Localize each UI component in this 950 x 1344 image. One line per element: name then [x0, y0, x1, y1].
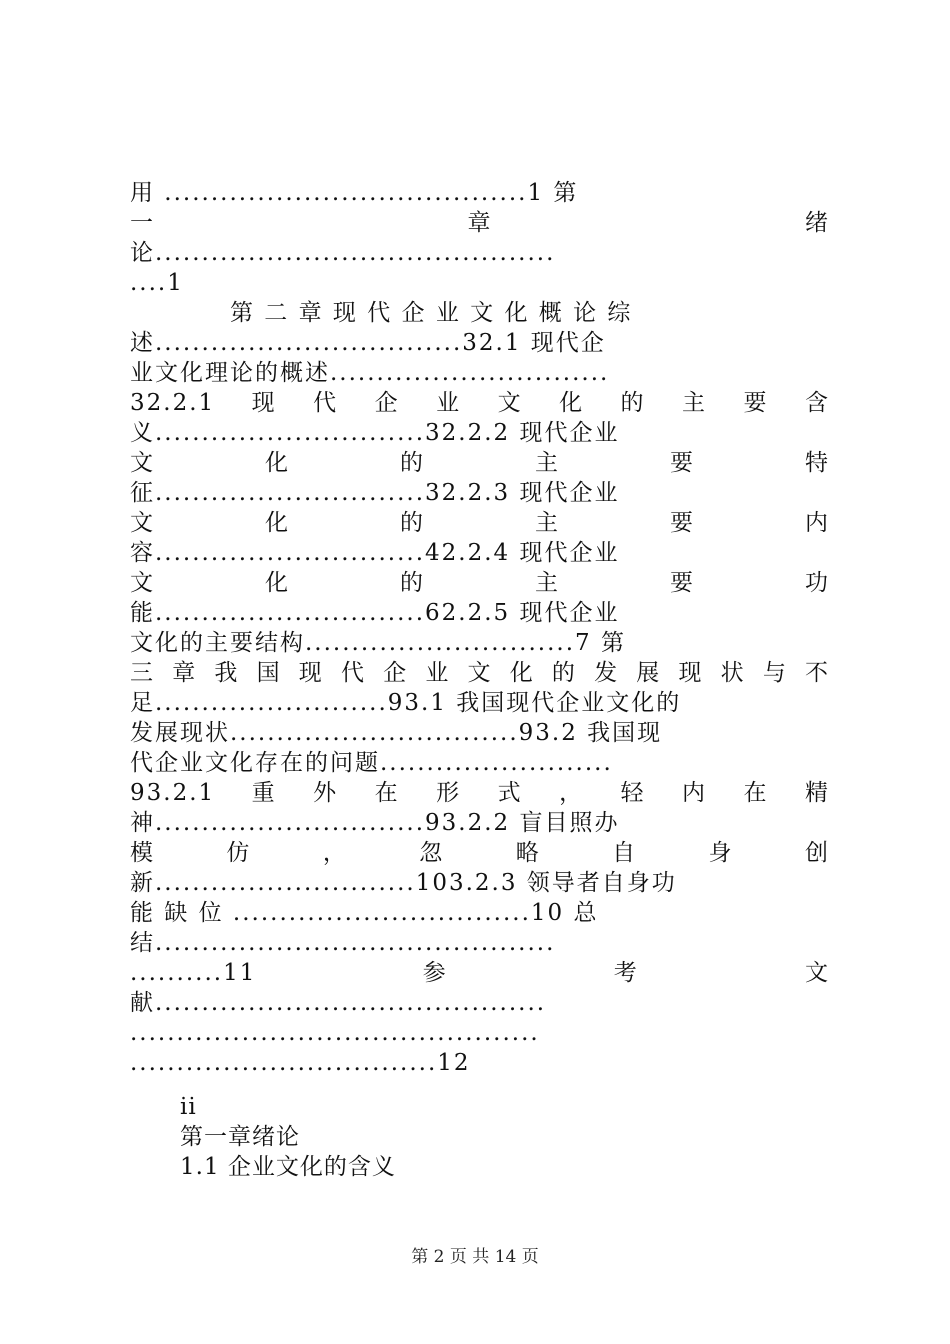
toc-line: 用 .......................................1 第 — [130, 180, 579, 206]
toc-line-segment: 内 — [805, 510, 830, 536]
toc-line: ....1 — [130, 270, 184, 296]
toc-line-segment: 忽 — [419, 840, 445, 866]
toc-line-segment: ， — [559, 780, 585, 806]
toc-line-segment: 特 — [805, 450, 830, 476]
toc-line-segment: 我 — [214, 660, 240, 686]
toc-line: 义.............................32.2.2 现代企业 — [130, 420, 620, 446]
toc-line: 发展现状...............................93.2 我国现 — [130, 720, 663, 746]
toc-line — [130, 778, 830, 808]
toc-line-segment: 内 — [682, 780, 708, 806]
toc-line-segment: 形 — [436, 780, 462, 806]
roman-page-number: ii — [180, 1094, 197, 1120]
toc-line-segment: 章 — [172, 660, 198, 686]
toc-line-segment: 发 — [594, 660, 620, 686]
toc-line-segment: 现 — [678, 660, 704, 686]
toc-line-segment: 重 — [251, 780, 277, 806]
toc-line: 征.............................32.2.3 现代企业 — [130, 480, 620, 506]
toc-line — [130, 508, 830, 538]
toc-line-segment: 不 — [805, 660, 830, 686]
toc-line-segment: 章 — [467, 210, 493, 236]
chapter-heading: 第一章绪论 — [180, 1124, 300, 1150]
toc-line-segment: 主 — [682, 390, 708, 416]
toc-line — [130, 388, 830, 418]
toc-line-segment: 模 — [130, 840, 155, 866]
toc-line-segment: ， — [322, 840, 348, 866]
toc-line-segment: 身 — [708, 840, 734, 866]
toc-line-segment: 三 — [130, 660, 155, 686]
toc-line-segment: 企 — [374, 390, 400, 416]
toc-line-segment: 企 — [383, 660, 409, 686]
toc-line-segment: 要 — [743, 390, 769, 416]
toc-line: 容.............................42.2.4 现代企业 — [130, 540, 620, 566]
toc-line-segment: 现 — [251, 390, 277, 416]
toc-line-segment: ..........11 — [130, 960, 257, 986]
toc-line-segment: 状 — [720, 660, 746, 686]
toc-line-segment: 文 — [130, 450, 155, 476]
section-heading: 1.1 企业文化的含义 — [180, 1154, 396, 1180]
toc-line: 献.......................................... — [130, 990, 547, 1016]
toc-line-segment: 要 — [670, 450, 695, 476]
toc-line-segment: 精 — [805, 780, 830, 806]
toc-line: 第 二 章 现 代 企 业 文 化 概 论 综 — [130, 300, 633, 326]
toc-line-segment: 功 — [805, 570, 830, 596]
toc-line-segment: 外 — [313, 780, 339, 806]
toc-line: 述.................................32.1 现代企 — [130, 330, 606, 356]
toc-line-segment: 的 — [620, 390, 646, 416]
toc-line — [130, 568, 830, 598]
toc-line — [130, 208, 830, 238]
toc-line-segment: 化 — [265, 510, 290, 536]
toc-line-segment: 参 — [422, 960, 448, 986]
toc-line-segment: 在 — [374, 780, 400, 806]
toc-line — [130, 958, 830, 988]
page-footer: 第 2 页 共 14 页 — [411, 1247, 539, 1267]
toc-line-segment: 化 — [559, 390, 585, 416]
toc-line: 新............................103.2.3 领导者自身功 — [130, 870, 677, 896]
toc-line-segment: 含 — [805, 390, 830, 416]
toc-line-segment: 一 — [130, 210, 155, 236]
toc-line-segment: 文 — [130, 570, 155, 596]
toc-line-segment: 业 — [436, 390, 462, 416]
toc-line-segment: 现 — [298, 660, 324, 686]
toc-line-segment: 要 — [670, 510, 695, 536]
toc-line: .................................12 — [130, 1050, 471, 1076]
toc-line-segment: 化 — [509, 660, 535, 686]
toc-line-segment: 的 — [400, 510, 425, 536]
toc-line — [130, 658, 830, 688]
toc-line: 足.........................93.1 我国现代企业文化的 — [130, 690, 682, 716]
toc-line-segment: 考 — [613, 960, 639, 986]
toc-line-segment: 的 — [551, 660, 577, 686]
toc-line-segment: 展 — [636, 660, 662, 686]
toc-line-segment: 略 — [515, 840, 541, 866]
toc-line-segment: 代 — [313, 390, 339, 416]
toc-line-segment: 仿 — [226, 840, 252, 866]
toc-line-segment: 主 — [535, 450, 560, 476]
toc-line: 结........................................... — [130, 930, 556, 956]
toc-line-segment: 要 — [670, 570, 695, 596]
toc-line-segment: 主 — [535, 570, 560, 596]
toc-line-segment: 32.2.1 — [130, 390, 216, 416]
toc-line-segment: 代 — [340, 660, 366, 686]
toc-line-segment: 主 — [535, 510, 560, 536]
toc-line-segment: 创 — [804, 840, 830, 866]
toc-line-segment: 业 — [425, 660, 451, 686]
toc-line-segment: 文 — [467, 660, 493, 686]
toc-line: 文化的主要结构.............................7 第 — [130, 630, 626, 656]
toc-line: 能.............................62.2.5 现代企业 — [130, 600, 620, 626]
toc-line-segment: 化 — [265, 450, 290, 476]
toc-line: ............................................ — [130, 1020, 540, 1046]
toc-line — [130, 838, 830, 868]
toc-line-segment: 的 — [400, 450, 425, 476]
toc-line-segment: 93.2.1 — [130, 780, 216, 806]
toc-line-segment: 化 — [265, 570, 290, 596]
toc-line-segment: 在 — [743, 780, 769, 806]
toc-line-segment: 国 — [256, 660, 282, 686]
toc-line — [130, 448, 830, 478]
toc-line-segment: 与 — [762, 660, 788, 686]
toc-line-segment: 文 — [497, 390, 523, 416]
toc-line: 能 缺 位 ................................10 总 — [130, 900, 599, 926]
toc-line-segment: 的 — [400, 570, 425, 596]
toc-line: 神.............................93.2.2 盲目照办 — [130, 810, 620, 836]
toc-line-segment: 文 — [130, 510, 155, 536]
toc-line: 业文化理论的概述.............................. — [130, 360, 610, 386]
toc-line-segment: 轻 — [620, 780, 646, 806]
toc-line-segment: 文 — [805, 960, 830, 986]
toc-line: 代企业文化存在的问题......................... — [130, 750, 613, 776]
toc-line: 论........................................... — [130, 240, 556, 266]
toc-line-segment: 自 — [612, 840, 638, 866]
toc-line-segment: 式 — [497, 780, 523, 806]
toc-line-segment: 绪 — [805, 210, 830, 236]
